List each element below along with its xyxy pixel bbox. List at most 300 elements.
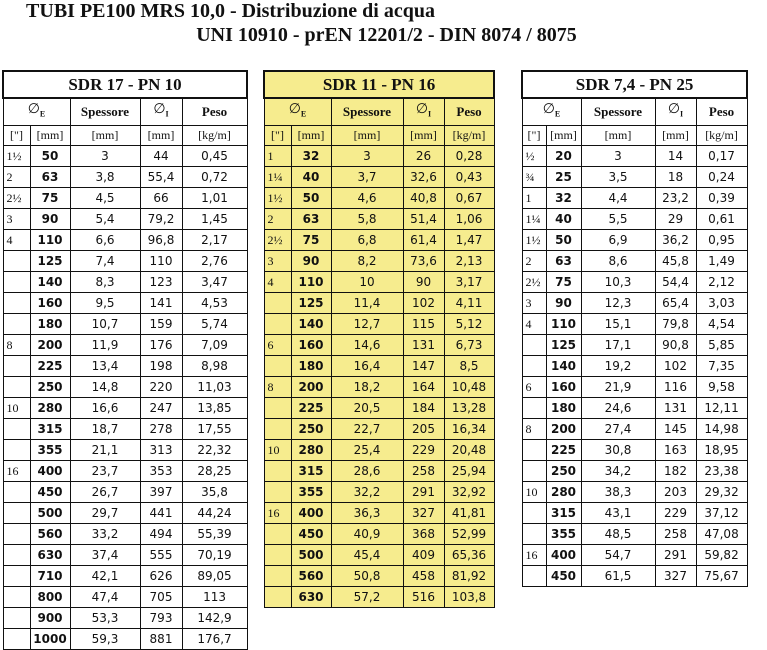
cell-inch-size: 10 bbox=[264, 439, 291, 460]
cell-inner-diameter: 327 bbox=[655, 565, 696, 586]
table-row bbox=[264, 439, 494, 460]
cell-inner-diameter: 278 bbox=[140, 418, 182, 439]
cell-outer-diameter: 630 bbox=[291, 586, 331, 607]
cell-inch-size bbox=[3, 628, 30, 649]
cell-inch-size bbox=[3, 565, 30, 586]
cell-thickness: 40,9 bbox=[331, 523, 403, 544]
cell-weight: 2,17 bbox=[182, 229, 247, 250]
cell-weight: 0,17 bbox=[696, 145, 747, 166]
cell-inch-size: 1½ bbox=[264, 187, 291, 208]
table-row bbox=[264, 544, 494, 565]
cell-inner-diameter: 247 bbox=[140, 397, 182, 418]
cell-weight: 103,8 bbox=[444, 586, 494, 607]
cell-thickness: 5,5 bbox=[581, 208, 655, 229]
cell-thickness: 61,5 bbox=[581, 565, 655, 586]
cell-inner-diameter: 397 bbox=[140, 481, 182, 502]
cell-weight: 29,32 bbox=[696, 481, 747, 502]
cell-inch-size: 10 bbox=[522, 481, 546, 502]
col-header-weight: Peso bbox=[444, 98, 494, 125]
cell-thickness: 21,9 bbox=[581, 376, 655, 397]
cell-thickness: 12,7 bbox=[331, 313, 403, 334]
diameter-icon: ∅ bbox=[153, 102, 166, 117]
cell-inch-size: 2½ bbox=[3, 187, 30, 208]
cell-thickness: 26,7 bbox=[70, 481, 140, 502]
table-row bbox=[3, 439, 247, 460]
cell-inner-diameter: 131 bbox=[403, 334, 444, 355]
cell-weight: 176,7 bbox=[182, 628, 247, 649]
cell-thickness: 42,1 bbox=[70, 565, 140, 586]
cell-inch-size: 1½ bbox=[522, 229, 546, 250]
table-row bbox=[522, 271, 747, 292]
cell-weight: 13,28 bbox=[444, 397, 494, 418]
cell-weight: 2,12 bbox=[696, 271, 747, 292]
table-row bbox=[3, 355, 247, 376]
cell-outer-diameter: 200 bbox=[291, 376, 331, 397]
cell-inner-diameter: 65,4 bbox=[655, 292, 696, 313]
cell-inch-size: 1 bbox=[264, 145, 291, 166]
cell-inch-size: 1½ bbox=[3, 145, 30, 166]
cell-thickness: 11,9 bbox=[70, 334, 140, 355]
cell-inch-size bbox=[3, 502, 30, 523]
cell-thickness: 27,4 bbox=[581, 418, 655, 439]
table-sdr17-pn10 bbox=[2, 70, 248, 650]
cell-thickness: 4,5 bbox=[70, 187, 140, 208]
cell-inch-size bbox=[3, 355, 30, 376]
cell-weight: 55,39 bbox=[182, 523, 247, 544]
unit-de: [mm] bbox=[30, 125, 70, 145]
cell-inch-size bbox=[3, 544, 30, 565]
cell-inner-diameter: 45,8 bbox=[655, 250, 696, 271]
table-row bbox=[3, 208, 247, 229]
unit-thickness: [mm] bbox=[331, 125, 403, 145]
cell-inch-size bbox=[3, 418, 30, 439]
pipe-spec-table bbox=[2, 70, 248, 650]
cell-outer-diameter: 560 bbox=[30, 523, 70, 544]
cell-outer-diameter: 140 bbox=[291, 313, 331, 334]
cell-outer-diameter: 50 bbox=[291, 187, 331, 208]
cell-weight: 5,12 bbox=[444, 313, 494, 334]
table-row bbox=[522, 166, 747, 187]
cell-thickness: 20,5 bbox=[331, 397, 403, 418]
cell-inch-size: 2½ bbox=[264, 229, 291, 250]
cell-inch-size bbox=[3, 523, 30, 544]
cell-thickness: 5,8 bbox=[331, 208, 403, 229]
cell-thickness: 54,7 bbox=[581, 544, 655, 565]
cell-weight: 41,81 bbox=[444, 502, 494, 523]
cell-thickness: 10,7 bbox=[70, 313, 140, 334]
cell-inner-diameter: 96,8 bbox=[140, 229, 182, 250]
cell-weight: 25,94 bbox=[444, 460, 494, 481]
cell-inner-diameter: 327 bbox=[403, 502, 444, 523]
cell-weight: 3,17 bbox=[444, 271, 494, 292]
table-row bbox=[522, 544, 747, 565]
cell-weight: 75,67 bbox=[696, 565, 747, 586]
cell-outer-diameter: 500 bbox=[30, 502, 70, 523]
cell-outer-diameter: 710 bbox=[30, 565, 70, 586]
cell-inch-size: 2 bbox=[3, 166, 30, 187]
table-row bbox=[522, 397, 747, 418]
cell-inner-diameter: 32,6 bbox=[403, 166, 444, 187]
cell-thickness: 9,5 bbox=[70, 292, 140, 313]
cell-inner-diameter: 36,2 bbox=[655, 229, 696, 250]
cell-inch-size bbox=[3, 586, 30, 607]
cell-outer-diameter: 250 bbox=[30, 376, 70, 397]
cell-inch-size: 4 bbox=[3, 229, 30, 250]
cell-thickness: 4,6 bbox=[331, 187, 403, 208]
cell-inch-size: 2 bbox=[522, 250, 546, 271]
cell-inch-size: 3 bbox=[522, 292, 546, 313]
table-row bbox=[3, 544, 247, 565]
cell-inch-size: 6 bbox=[522, 376, 546, 397]
cell-thickness: 10,3 bbox=[581, 271, 655, 292]
cell-outer-diameter: 900 bbox=[30, 607, 70, 628]
cell-outer-diameter: 63 bbox=[291, 208, 331, 229]
cell-weight: 4,54 bbox=[696, 313, 747, 334]
cell-inner-diameter: 90,8 bbox=[655, 334, 696, 355]
table-row bbox=[3, 523, 247, 544]
table-row bbox=[3, 229, 247, 250]
cell-inner-diameter: 29 bbox=[655, 208, 696, 229]
table-row bbox=[3, 250, 247, 271]
cell-thickness: 43,1 bbox=[581, 502, 655, 523]
cell-inner-diameter: 205 bbox=[403, 418, 444, 439]
cell-thickness: 3 bbox=[581, 145, 655, 166]
cell-weight: 4,11 bbox=[444, 292, 494, 313]
cell-inch-size bbox=[3, 439, 30, 460]
table-row bbox=[264, 418, 494, 439]
cell-thickness: 21,1 bbox=[70, 439, 140, 460]
cell-inner-diameter: 110 bbox=[140, 250, 182, 271]
cell-weight: 17,55 bbox=[182, 418, 247, 439]
cell-weight: 3,03 bbox=[696, 292, 747, 313]
cell-inner-diameter: 441 bbox=[140, 502, 182, 523]
cell-thickness: 37,4 bbox=[70, 544, 140, 565]
cell-inch-size: 8 bbox=[264, 376, 291, 397]
table-row bbox=[264, 229, 494, 250]
cell-weight: 13,85 bbox=[182, 397, 247, 418]
cell-inch-size bbox=[3, 481, 30, 502]
diameter-icon: ∅ bbox=[542, 102, 555, 117]
table-row bbox=[264, 271, 494, 292]
cell-inner-diameter: 516 bbox=[403, 586, 444, 607]
table-row bbox=[3, 145, 247, 166]
cell-inch-size: 1 bbox=[522, 187, 546, 208]
cell-outer-diameter: 63 bbox=[546, 250, 581, 271]
table-row bbox=[264, 565, 494, 586]
table-row bbox=[522, 229, 747, 250]
cell-inch-size bbox=[264, 481, 291, 502]
sub-e: E bbox=[39, 109, 46, 119]
unit-inch: ["] bbox=[3, 125, 30, 145]
col-header-thickness: Spessore bbox=[581, 98, 655, 125]
pipe-spec-table bbox=[521, 70, 748, 587]
table-row bbox=[264, 502, 494, 523]
table-row bbox=[522, 292, 747, 313]
table-row bbox=[522, 418, 747, 439]
cell-outer-diameter: 630 bbox=[30, 544, 70, 565]
table-row bbox=[264, 481, 494, 502]
cell-inner-diameter: 229 bbox=[655, 502, 696, 523]
cell-outer-diameter: 160 bbox=[30, 292, 70, 313]
table-row bbox=[264, 208, 494, 229]
cell-inch-size bbox=[264, 586, 291, 607]
cell-inch-size: ¾ bbox=[522, 166, 546, 187]
cell-weight: 10,48 bbox=[444, 376, 494, 397]
cell-thickness: 28,6 bbox=[331, 460, 403, 481]
unit-de: [mm] bbox=[291, 125, 331, 145]
table-row bbox=[264, 523, 494, 544]
cell-inner-diameter: 368 bbox=[403, 523, 444, 544]
table-row bbox=[3, 376, 247, 397]
table-row bbox=[264, 586, 494, 607]
cell-thickness: 18,7 bbox=[70, 418, 140, 439]
cell-thickness: 24,6 bbox=[581, 397, 655, 418]
cell-thickness: 18,2 bbox=[331, 376, 403, 397]
table-row bbox=[3, 313, 247, 334]
table-row bbox=[522, 208, 747, 229]
cell-thickness: 3,5 bbox=[581, 166, 655, 187]
cell-inner-diameter: 229 bbox=[403, 439, 444, 460]
table-title: SDR 7,4 - PN 25 bbox=[522, 71, 747, 98]
cell-inch-size: 16 bbox=[264, 502, 291, 523]
cell-thickness: 11,4 bbox=[331, 292, 403, 313]
cell-outer-diameter: 315 bbox=[30, 418, 70, 439]
cell-inch-size bbox=[3, 376, 30, 397]
cell-outer-diameter: 250 bbox=[546, 460, 581, 481]
table-row bbox=[3, 334, 247, 355]
cell-thickness: 5,4 bbox=[70, 208, 140, 229]
cell-thickness: 48,5 bbox=[581, 523, 655, 544]
table-row bbox=[264, 313, 494, 334]
cell-thickness: 8,6 bbox=[581, 250, 655, 271]
cell-thickness: 38,3 bbox=[581, 481, 655, 502]
cell-thickness: 3 bbox=[70, 145, 140, 166]
cell-inch-size: 3 bbox=[3, 208, 30, 229]
table-row bbox=[522, 481, 747, 502]
cell-inch-size: 4 bbox=[264, 271, 291, 292]
cell-thickness: 36,3 bbox=[331, 502, 403, 523]
cell-outer-diameter: 400 bbox=[30, 460, 70, 481]
cell-weight: 22,32 bbox=[182, 439, 247, 460]
table-row bbox=[3, 187, 247, 208]
table-row bbox=[522, 313, 747, 334]
cell-inner-diameter: 40,8 bbox=[403, 187, 444, 208]
cell-weight: 28,25 bbox=[182, 460, 247, 481]
cell-outer-diameter: 225 bbox=[30, 355, 70, 376]
table-row bbox=[522, 439, 747, 460]
cell-thickness: 10 bbox=[331, 271, 403, 292]
cell-weight: 59,82 bbox=[696, 544, 747, 565]
cell-thickness: 30,8 bbox=[581, 439, 655, 460]
cell-outer-diameter: 355 bbox=[291, 481, 331, 502]
cell-weight: 8,98 bbox=[182, 355, 247, 376]
cell-weight: 81,92 bbox=[444, 565, 494, 586]
cell-outer-diameter: 560 bbox=[291, 565, 331, 586]
unit-weight: [kg/m] bbox=[696, 125, 747, 145]
cell-thickness: 13,4 bbox=[70, 355, 140, 376]
cell-weight: 6,73 bbox=[444, 334, 494, 355]
cell-inch-size bbox=[264, 565, 291, 586]
cell-thickness: 45,4 bbox=[331, 544, 403, 565]
cell-thickness: 22,7 bbox=[331, 418, 403, 439]
table-row bbox=[3, 271, 247, 292]
cell-weight: 0,43 bbox=[444, 166, 494, 187]
cell-outer-diameter: 400 bbox=[546, 544, 581, 565]
cell-thickness: 6,6 bbox=[70, 229, 140, 250]
cell-inner-diameter: 182 bbox=[655, 460, 696, 481]
cell-inch-size: 8 bbox=[3, 334, 30, 355]
cell-thickness: 29,7 bbox=[70, 502, 140, 523]
cell-inch-size bbox=[264, 523, 291, 544]
cell-thickness: 50,8 bbox=[331, 565, 403, 586]
table-row bbox=[522, 250, 747, 271]
cell-thickness: 32,2 bbox=[331, 481, 403, 502]
table-row bbox=[3, 628, 247, 649]
cell-outer-diameter: 280 bbox=[546, 481, 581, 502]
cell-inner-diameter: 793 bbox=[140, 607, 182, 628]
table-row bbox=[264, 166, 494, 187]
document-subtitle: UNI 10910 - prEN 12201/2 - DIN 8074 / 8075 bbox=[196, 24, 577, 46]
cell-weight: 0,28 bbox=[444, 145, 494, 166]
cell-inch-size: 3 bbox=[264, 250, 291, 271]
sub-e: E bbox=[554, 109, 561, 119]
cell-inner-diameter: 626 bbox=[140, 565, 182, 586]
cell-thickness: 16,6 bbox=[70, 397, 140, 418]
cell-outer-diameter: 75 bbox=[546, 271, 581, 292]
table-row bbox=[522, 460, 747, 481]
cell-inner-diameter: 881 bbox=[140, 628, 182, 649]
cell-inch-size: 4 bbox=[522, 313, 546, 334]
cell-thickness: 7,4 bbox=[70, 250, 140, 271]
cell-weight: 113 bbox=[182, 586, 247, 607]
pipe-spec-table bbox=[263, 70, 495, 608]
cell-inner-diameter: 79,8 bbox=[655, 313, 696, 334]
cell-inner-diameter: 123 bbox=[140, 271, 182, 292]
table-row bbox=[264, 460, 494, 481]
cell-weight: 52,99 bbox=[444, 523, 494, 544]
cell-thickness: 14,6 bbox=[331, 334, 403, 355]
cell-inch-size bbox=[522, 460, 546, 481]
table-row bbox=[522, 187, 747, 208]
cell-inner-diameter: 184 bbox=[403, 397, 444, 418]
cell-outer-diameter: 450 bbox=[30, 481, 70, 502]
cell-inner-diameter: 164 bbox=[403, 376, 444, 397]
cell-inner-diameter: 163 bbox=[655, 439, 696, 460]
unit-inch: ["] bbox=[522, 125, 546, 145]
cell-inner-diameter: 23,2 bbox=[655, 187, 696, 208]
cell-inner-diameter: 220 bbox=[140, 376, 182, 397]
cell-outer-diameter: 90 bbox=[30, 208, 70, 229]
table-row bbox=[264, 376, 494, 397]
cell-thickness: 23,7 bbox=[70, 460, 140, 481]
cell-outer-diameter: 40 bbox=[546, 208, 581, 229]
cell-thickness: 59,3 bbox=[70, 628, 140, 649]
cell-weight: 20,48 bbox=[444, 439, 494, 460]
cell-inch-size: 10 bbox=[3, 397, 30, 418]
cell-inner-diameter: 26 bbox=[403, 145, 444, 166]
cell-thickness: 8,3 bbox=[70, 271, 140, 292]
cell-outer-diameter: 400 bbox=[291, 502, 331, 523]
diameter-icon: ∅ bbox=[288, 102, 301, 117]
cell-outer-diameter: 1000 bbox=[30, 628, 70, 649]
diameter-icon: ∅ bbox=[667, 102, 681, 117]
unit-weight: [kg/m] bbox=[444, 125, 494, 145]
cell-outer-diameter: 50 bbox=[30, 145, 70, 166]
table-title: SDR 17 - PN 10 bbox=[3, 71, 247, 98]
cell-outer-diameter: 32 bbox=[546, 187, 581, 208]
cell-inch-size bbox=[522, 565, 546, 586]
cell-outer-diameter: 125 bbox=[291, 292, 331, 313]
cell-weight: 1,01 bbox=[182, 187, 247, 208]
unit-di: [mm] bbox=[140, 125, 182, 145]
cell-outer-diameter: 110 bbox=[30, 229, 70, 250]
cell-outer-diameter: 200 bbox=[546, 418, 581, 439]
table-row bbox=[3, 166, 247, 187]
cell-inner-diameter: 291 bbox=[655, 544, 696, 565]
cell-weight: 32,92 bbox=[444, 481, 494, 502]
cell-inch-size: 1¼ bbox=[522, 208, 546, 229]
cell-thickness: 57,2 bbox=[331, 586, 403, 607]
cell-weight: 2,76 bbox=[182, 250, 247, 271]
cell-weight: 0,39 bbox=[696, 187, 747, 208]
cell-inch-size: 2 bbox=[264, 208, 291, 229]
cell-inner-diameter: 115 bbox=[403, 313, 444, 334]
cell-outer-diameter: 280 bbox=[291, 439, 331, 460]
table-row bbox=[3, 460, 247, 481]
cell-inner-diameter: 90 bbox=[403, 271, 444, 292]
cell-outer-diameter: 90 bbox=[291, 250, 331, 271]
col-header-weight: Peso bbox=[182, 98, 247, 125]
table-row bbox=[522, 334, 747, 355]
cell-weight: 7,09 bbox=[182, 334, 247, 355]
unit-di: [mm] bbox=[403, 125, 444, 145]
col-header-weight: Peso bbox=[696, 98, 747, 125]
cell-inner-diameter: 66 bbox=[140, 187, 182, 208]
cell-weight: 37,12 bbox=[696, 502, 747, 523]
cell-thickness: 15,1 bbox=[581, 313, 655, 334]
cell-inch-size bbox=[264, 397, 291, 418]
cell-weight: 0,67 bbox=[444, 187, 494, 208]
cell-weight: 44,24 bbox=[182, 502, 247, 523]
cell-inner-diameter: 291 bbox=[403, 481, 444, 502]
cell-weight: 12,11 bbox=[696, 397, 747, 418]
cell-weight: 7,35 bbox=[696, 355, 747, 376]
cell-outer-diameter: 450 bbox=[546, 565, 581, 586]
cell-weight: 35,8 bbox=[182, 481, 247, 502]
cell-weight: 5,74 bbox=[182, 313, 247, 334]
cell-thickness: 17,1 bbox=[581, 334, 655, 355]
unit-inch: ["] bbox=[264, 125, 291, 145]
cell-outer-diameter: 355 bbox=[30, 439, 70, 460]
cell-inch-size bbox=[3, 292, 30, 313]
cell-inner-diameter: 159 bbox=[140, 313, 182, 334]
table-row bbox=[264, 145, 494, 166]
table-row bbox=[3, 481, 247, 502]
cell-inch-size bbox=[264, 544, 291, 565]
cell-outer-diameter: 140 bbox=[546, 355, 581, 376]
cell-thickness: 14,8 bbox=[70, 376, 140, 397]
cell-inner-diameter: 494 bbox=[140, 523, 182, 544]
cell-thickness: 47,4 bbox=[70, 586, 140, 607]
cell-outer-diameter: 75 bbox=[30, 187, 70, 208]
cell-inner-diameter: 116 bbox=[655, 376, 696, 397]
cell-inner-diameter: 313 bbox=[140, 439, 182, 460]
cell-inch-size: 8 bbox=[522, 418, 546, 439]
cell-weight: 3,47 bbox=[182, 271, 247, 292]
cell-outer-diameter: 450 bbox=[291, 523, 331, 544]
table-row bbox=[264, 355, 494, 376]
diameter-icon: ∅ bbox=[27, 102, 40, 117]
